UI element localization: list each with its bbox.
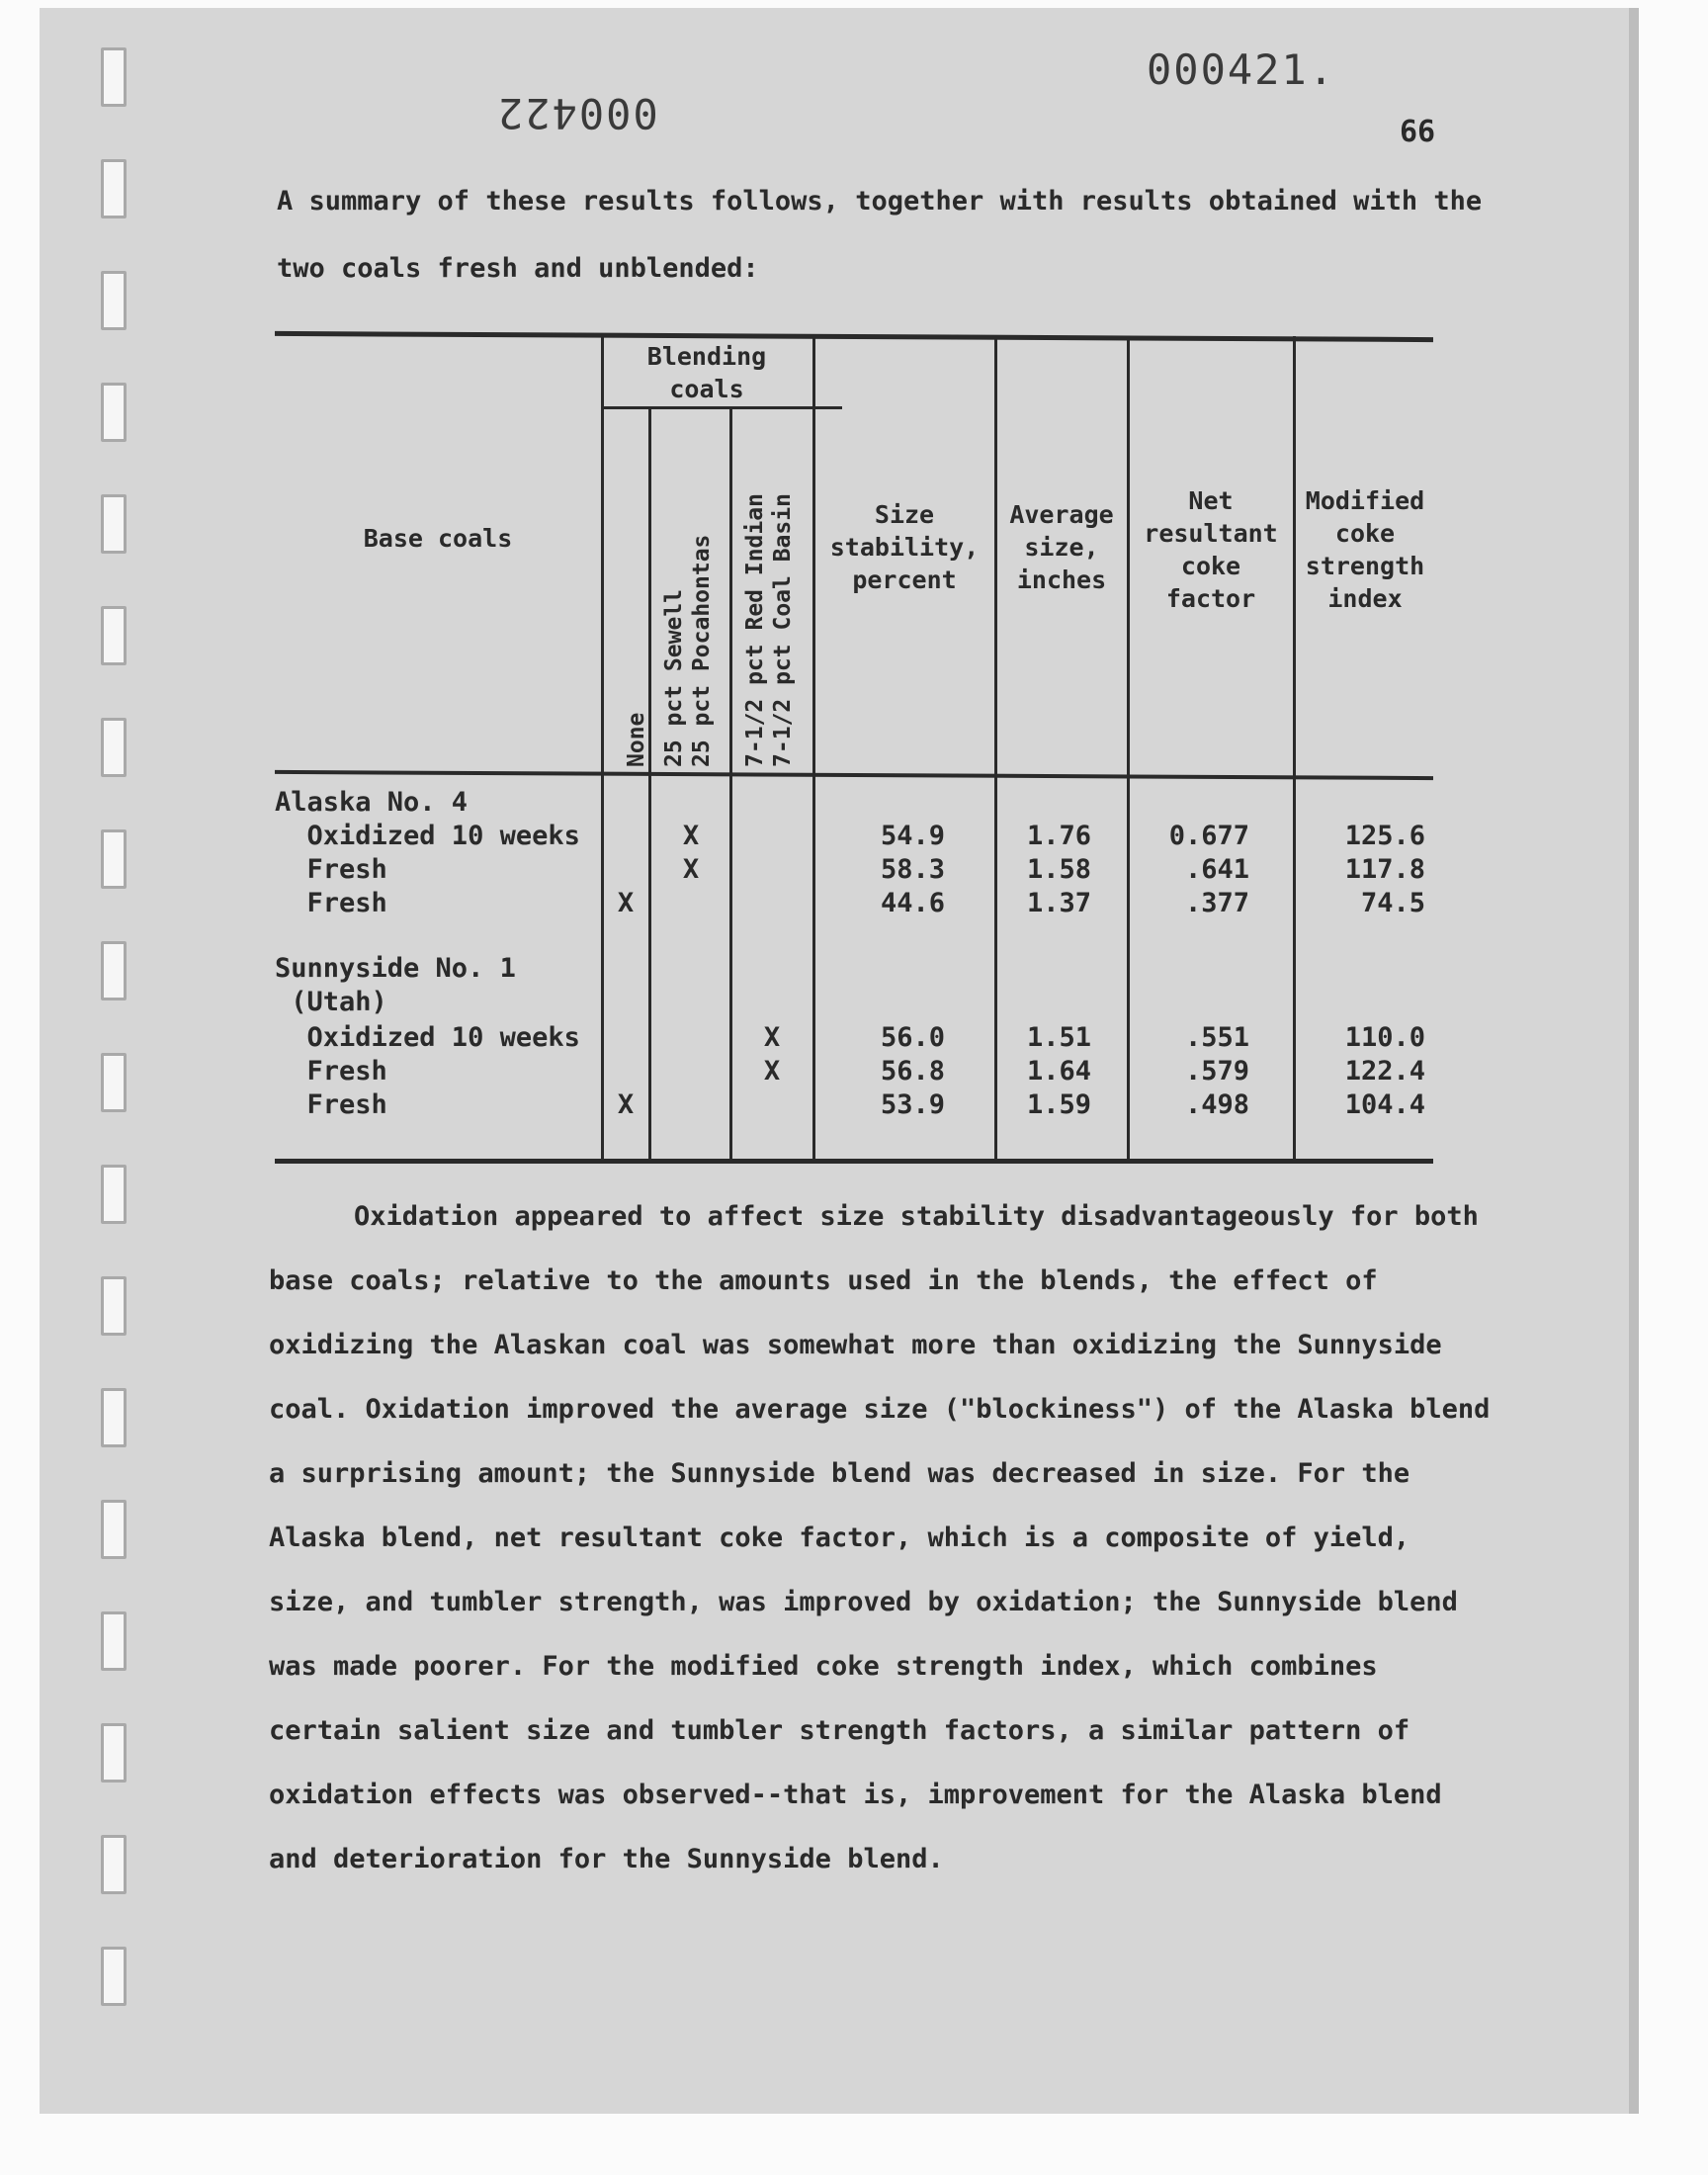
size-stability-value: 54.9 [880, 821, 945, 851]
binder-hole [101, 606, 127, 665]
binder-hole [101, 1165, 127, 1224]
header-bottom-rule [275, 770, 1433, 780]
body-paragraph-text: Oxidation appeared to affect size stability disadvantageously for both base coals; relative to the amounts used in the blends, the effect of oxidizing the Alaskan coal was somewhat more than oxidizing the Sunnyside coal. Oxidation improved the average size ("blockiness") of the Alaska blend a surprising amount; the Sunnyside blend was decreased in size. For the Alaska blend, net resultant coke factor, which is a composite of yield, size, and tumbler strength, was improved by oxidation; the Sunnyside blend was made poorer. For the modified coke strength index, which combines certain salient size and tumbler strength factors, a similar pattern of oxidation effects was observed--that is, improvement for the Alaska blend and deterioration for the Sunnyside blend. [269, 1201, 1491, 1874]
row-label: Oxidized 10 weeks [275, 1022, 580, 1053]
binder-holes [101, 47, 130, 2044]
row-label: Fresh [275, 854, 387, 885]
binder-hole [101, 494, 127, 554]
coke-strength-index-value: 122.4 [1344, 1056, 1425, 1087]
sewell-mark: X [682, 854, 700, 885]
header-size-stability: Size stability, percent [829, 500, 980, 594]
mirrored-id-stamp: 000422 [496, 89, 658, 137]
net-coke-factor-value: .551 [1184, 1022, 1249, 1053]
sewell-mark: X [682, 821, 700, 851]
average-size-value: 1.37 [1026, 888, 1091, 918]
header-average-size: Average size, inches [1009, 500, 1114, 594]
header-red-indian-coal-basin: 7-1/2 pct Red Indian 7-1/2 pct Coal Basin [742, 493, 796, 767]
size-stability-value: 58.3 [880, 854, 945, 885]
blending-rule [601, 406, 842, 409]
net-coke-factor-value: 0.677 [1168, 821, 1249, 851]
binder-hole [101, 1276, 127, 1336]
none-mark: X [617, 888, 635, 918]
coke-strength-index-value: 74.5 [1360, 888, 1425, 918]
table-row [275, 987, 1433, 1020]
table-row [275, 953, 1433, 987]
binder-hole [101, 1500, 127, 1559]
none-mark: X [617, 1089, 635, 1120]
net-coke-factor-value: .377 [1184, 888, 1249, 918]
binder-hole [101, 829, 127, 889]
binder-hole [101, 941, 127, 1000]
header-blending-coals: Blending coals [646, 342, 767, 403]
body-paragraph [269, 1184, 1494, 1891]
table-row [275, 821, 1433, 854]
average-size-value: 1.59 [1026, 1089, 1091, 1120]
coke-strength-index-value: 104.4 [1344, 1089, 1425, 1120]
net-coke-factor-value: .498 [1184, 1089, 1249, 1120]
average-size-value: 1.64 [1026, 1056, 1091, 1087]
size-stability-value: 56.8 [880, 1056, 945, 1087]
size-stability-value: 53.9 [880, 1089, 945, 1120]
table-row [275, 787, 1433, 821]
table-row [275, 888, 1433, 921]
table-row [275, 1056, 1433, 1089]
binder-hole [101, 383, 127, 442]
binder-hole [101, 1611, 127, 1671]
binder-hole [101, 1723, 127, 1783]
header-net-resultant: Net resultant coke factor [1144, 486, 1278, 613]
row-label: Sunnyside No. 1 [275, 953, 516, 984]
binder-hole [101, 718, 127, 777]
table-top-rule [275, 331, 1433, 342]
binder-hole [101, 159, 127, 218]
net-coke-factor-value: .641 [1184, 854, 1249, 885]
average-size-value: 1.51 [1026, 1022, 1091, 1053]
red-indian-mark: X [763, 1022, 781, 1053]
binder-hole [101, 1388, 127, 1447]
average-size-value: 1.58 [1026, 854, 1091, 885]
row-label: Oxidized 10 weeks [275, 821, 580, 851]
size-stability-value: 56.0 [880, 1022, 945, 1053]
row-label: Fresh [275, 1056, 387, 1087]
row-label: (Utah) [275, 987, 387, 1017]
binder-hole [101, 271, 127, 330]
header-none: None [624, 712, 649, 767]
table-row [275, 1089, 1433, 1123]
results-table [275, 334, 1433, 1163]
average-size-value: 1.76 [1026, 821, 1091, 851]
row-label: Fresh [275, 1089, 387, 1120]
table-bottom-rule [275, 1159, 1433, 1164]
red-indian-mark: X [763, 1056, 781, 1087]
scanned-page [40, 8, 1639, 2114]
binder-hole [101, 1835, 127, 1894]
binder-hole [101, 1947, 127, 2006]
coke-strength-index-value: 110.0 [1344, 1022, 1425, 1053]
document-id-stamp: 000421. [1147, 45, 1336, 94]
header-sewell-pocahontas: 25 pct Sewell 25 pct Pocahontas [661, 534, 715, 767]
coke-strength-index-value: 125.6 [1344, 821, 1425, 851]
size-stability-value: 44.6 [880, 888, 945, 918]
intro-paragraph: A summary of these results follows, together with results obtained with the two coals fresh and unblended: [277, 186, 1483, 284]
table-row [275, 854, 1433, 888]
page-number: 66 [1400, 115, 1436, 149]
coke-strength-index-value: 117.8 [1344, 854, 1425, 885]
binder-hole [101, 47, 127, 107]
row-label: Fresh [275, 888, 387, 918]
binder-hole [101, 1053, 127, 1112]
table-row [275, 1022, 1433, 1056]
header-base-coals: Base coals [363, 524, 513, 553]
row-label: Alaska No. 4 [275, 787, 469, 818]
net-coke-factor-value: .579 [1184, 1056, 1249, 1087]
header-modified-coke: Modified coke strength index [1305, 486, 1425, 613]
